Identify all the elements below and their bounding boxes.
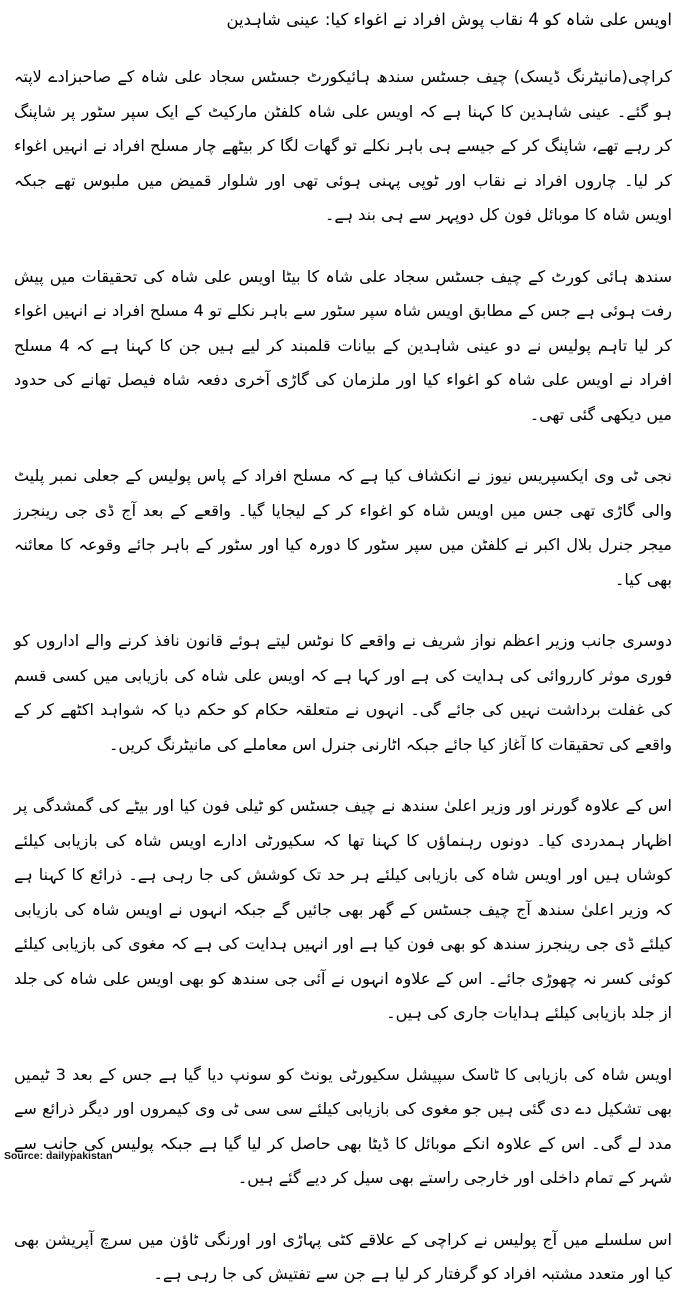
news-article: [10, 0, 682, 1283]
article-paragraph-2: سندھ ہائی کورٹ کے چیف جسٹس سجاد علی شاہ کا بیٹا اویس علی شاہ کی تحقیقات میں پیش رفت ہوئی ہے جس کے مطابق اویس شاہ سپر سٹور سے باہر نکلے تو 4 مسلح افراد نے انہیں اغواء کر لیا تاہم پولیس نے دو عینی شاہدین کے بیانات قلمبند کر لیے ہیں جن کا کہنا ہے کہ 4 مسلح افراد نے اویس علی شاہ کو اغواء کیا اور ملزمان کی گاڑی آخری دفعہ شاہ فیصل تھانے کی حدود میں دیکھی گئی تھی۔: [14, 266, 673, 424]
article-paragraph-5: اس کے علاوہ گورنر اور وزیر اعلیٰ سندھ نے چیف جسٹس کو ٹیلی فون کیا اور بیٹے کی گمشدگی پر اظہار ہمدردی کیا۔ دونوں رہنماؤں کا کہنا تھا کہ سکیورٹی ادارے اویس شاہ کی بازیابی کیلئے کوشاں ہیں اور اویس شاہ کی بازیابی کیلئے ہر حد تک کوشش کی جا رہی ہے۔ ذرائع کا کہنا ہے کہ وزیر اعلیٰ سندھ آج چیف جسٹس کے گھر بھی جائیں گے جبکہ انہوں نے اویس شاہ کی بازیابی کیلئے ڈی جی رینجرز سندھ کو بھی فون کیا ہے اور انہیں ہدایت کی ہے کہ مغوی کی بازیابی کیلئے کوئی کسر نہ چھوڑی جائے۔ اس کے علاوہ انہوں نے آئی جی سندھ کو بھی اویس علی شاہ کی جلد از جلد بازیابی کیلئے ہدایات جاری کی ہیں۔: [14, 796, 672, 1022]
article-paragraph-6: اویس شاہ کی بازیابی کا ٹاسک سپیشل سکیورٹی یونٹ کو سونپ دیا گیا ہے جس کے بعد 3 ٹیمیں بھی تشکیل دے دی گئی ہیں جو مغوی کی بازیابی کیلئے سی سی ٹی وی کیمروں اور دیگر ذرائع سے مدد لے گی۔ اس کے علاوہ انکے موبائل کا ڈیٹا بھی حاصل کر لیا گیا ہے جبکہ پولیس کی جانب سے شہر کے تمام داخلی اور خارجی راستے بھی سیل کر دیے گئے ہیں۔: [14, 1064, 673, 1187]
article-headline: اویس علی شاہ کو 4 نقاب پوش افراد نے اغواء کیا: عینی شاہدین: [226, 10, 672, 29]
article-paragraph-4: دوسری جانب وزیر اعظم نواز شریف نے واقعے کا نوٹس لیتے ہوئے قانون نافذ کرنے والے اداروں کو فوری موثر کارروائی کی ہدایت کی ہے اور کہا ہے کہ اویس علی شاہ کی بازیابی میں کسی قسم کی غفلت برداشت نہیں کی جائے گی۔ انہوں نے متعلقہ حکام کو حکم دیا کہ شواہد اکٹھے کر کے واقعے کی تحقیقات کا آغاز کیا جائے جبکہ اٹارنی جنرل اس معاملے کی مانیٹرنگ کریں۔: [14, 631, 673, 754]
article-paragraph-1: کراچی(مانیٹرنگ ڈیسک) چیف جسٹس سندھ ہائیکورٹ جسٹس سجاد علی شاہ کے صاحبزادے لاپتہ ہو گئے۔ عینی شاہدین کا کہنا ہے کہ اویس علی شاہ کلفٹن مارکیٹ کے ایک سپر سٹور پر شاپنگ کر رہے تھے، شاپنگ کر کے جیسے ہی باہر نکلے تو گھات لگا کر بیٹھے چار مسلح افراد نے انہیں اغواء کر لیا۔ چاروں افراد نے نقاب اور ٹوپی پہنی ہوئی تھی اور شلوار قمیض میں ملبوس تھے جبکہ اویس شاہ کا موبائل فون کل دوپہر سے ہی بند ہے۔: [14, 67, 673, 224]
article-paragraph-7: اس سلسلے میں آج پولیس نے کراچی کے علاقے کٹی پہاڑی اور اورنگی ٹاؤن میں سرچ آپریشن بھی کیا اور متعدد مشتبہ افراد کو گرفتار کر لیا ہے جن سے تفتیش کی جا رہی ہے۔: [14, 1229, 672, 1283]
source-credit: Source: dailypakistan: [4, 1150, 113, 1162]
article-paragraph-3: نجی ٹی وی ایکسپریس نیوز نے انکشاف کیا ہے کہ مسلح افراد کے پاس پولیس کے جعلی نمبر پلیٹ والی گاڑی تھی جس میں اویس شاہ کو اغواء کر کے لیجایا گیا۔ واقعے کے بعد آج ڈی جی رینجرز میجر جنرل بلال اکبر نے کلفٹن میں سپر سٹور کا دورہ کیا اور سٹور کے باہر جائے وقوعہ کا معائنہ بھی کیا۔: [14, 466, 672, 589]
